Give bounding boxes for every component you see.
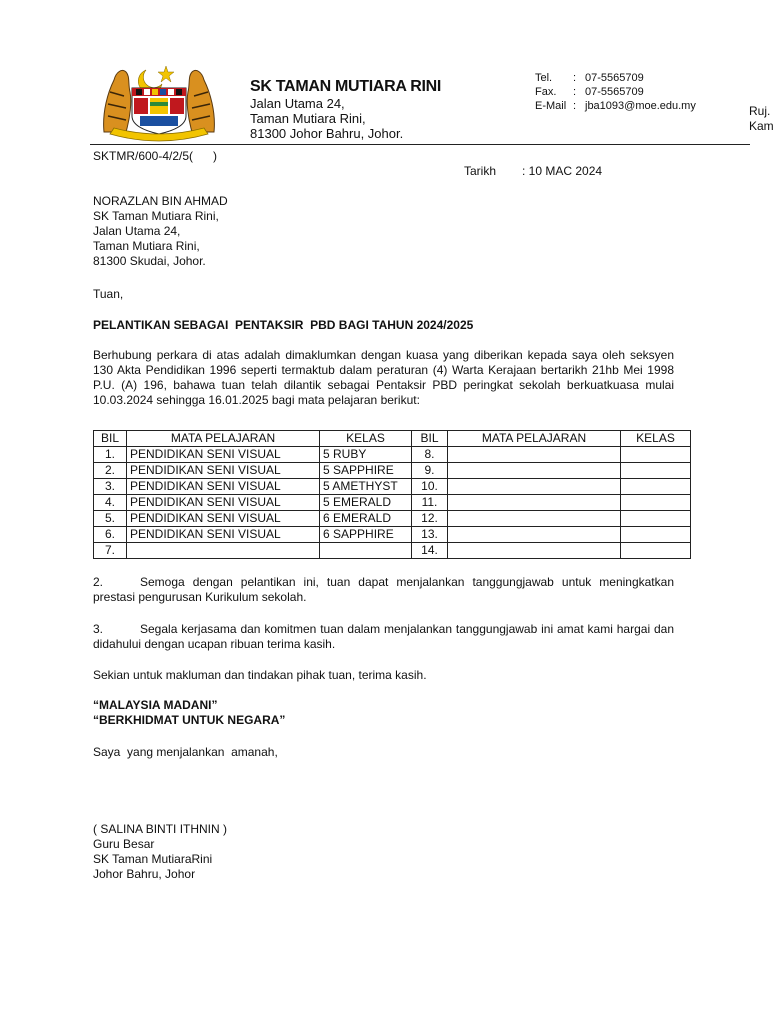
recipient-line: 81300 Skudai, Johor. <box>93 254 206 268</box>
contact-separator: : <box>573 72 577 84</box>
date-value: : 10 MAC 2024 <box>522 164 603 178</box>
school-address <box>250 96 403 141</box>
column-header: KELAS <box>320 431 412 447</box>
table-row <box>94 543 691 559</box>
paragraph-text: Semoga dengan pelantikan ini, tuan dapat menjalankan tanggungjawab untuk meningkatkan prestasi pengurusan Kurikulum sekolah. <box>93 575 674 604</box>
table-cell <box>621 495 691 511</box>
malaysia-coat-of-arms-icon <box>100 62 218 144</box>
table-cell: PENDIDIKAN SENI VISUAL <box>127 479 320 495</box>
table-cell: 9. <box>412 463 448 479</box>
trust-line: Saya yang menjalankan amanah, <box>93 745 278 759</box>
signature-block <box>93 822 227 882</box>
table-cell: 14. <box>412 543 448 559</box>
contact-label: Tel. <box>535 72 553 84</box>
contact-label: Fax. <box>535 86 557 98</box>
signatory-school: SK Taman MutiaraRini <box>93 852 213 866</box>
table-cell <box>448 495 621 511</box>
contact-info <box>535 71 696 113</box>
table-cell <box>127 543 320 559</box>
contact-row-fax <box>535 85 696 99</box>
table-row <box>94 511 691 527</box>
closing-line: Sekian untuk makluman dan tindakan pihak tuan, terima kasih. <box>93 668 427 682</box>
address-line: 81300 Johor Bahru, Johor. <box>250 126 404 141</box>
table-row <box>94 527 691 543</box>
table-cell: 3. <box>94 479 127 495</box>
table-cell: 6 SAPPHIRE <box>320 527 412 543</box>
salutation: Tuan, <box>93 287 124 301</box>
table-cell: 6. <box>94 527 127 543</box>
table-cell: 12. <box>412 511 448 527</box>
table-row <box>94 479 691 495</box>
column-header: MATA PELAJARAN <box>127 431 320 447</box>
contact-row-email <box>535 99 696 113</box>
address-line: Taman Mutiara Rini, <box>250 111 366 126</box>
table-cell: 5 SAPPHIRE <box>320 463 412 479</box>
table-cell: PENDIDIKAN SENI VISUAL <box>127 495 320 511</box>
subjects-table <box>93 430 691 559</box>
motto <box>93 698 285 728</box>
table-cell: 8. <box>412 447 448 463</box>
paragraph-number: 2. <box>93 575 104 589</box>
signatory-name: ( SALINA BINTI ITHNIN ) <box>93 822 228 836</box>
table-cell: 2. <box>94 463 127 479</box>
date-row <box>464 164 602 179</box>
contact-value: 07-5565709 <box>585 86 644 98</box>
column-header: BIL <box>94 431 127 447</box>
table-cell: PENDIDIKAN SENI VISUAL <box>127 447 320 463</box>
recipient-line: NORAZLAN BIN AHMAD <box>93 194 228 208</box>
table-cell <box>621 527 691 543</box>
recipient-address <box>93 194 228 269</box>
column-header: KELAS <box>621 431 691 447</box>
contact-separator: : <box>573 100 577 112</box>
table-cell <box>448 527 621 543</box>
table-row <box>94 495 691 511</box>
paragraph-1: Berhubung perkara di atas adalah dimaklumkan dengan kuasa yang diberikan kepada saya oleh seksyen 130 Akta Pendidikan 1996 seperti termaktub dalam peraturan (4) Warta Kerajaan bertarikh 21hb Mei 1998 P.U. (A) 196, bahawa tuan telah dilantik sebagai Pentaksir PBD peringkat sekolah berkuatkuasa mulai 10.03.2024 sehingga 16.01.2025 bagi mata pelajaran berikut: <box>93 348 674 407</box>
table-cell: 4. <box>94 495 127 511</box>
side-text-line: Ruj. <box>749 104 771 118</box>
cropped-side-text <box>749 104 774 134</box>
letter-subject: PELANTIKAN SEBAGAI PENTAKSIR PBD BAGI TAHUN 2024/2025 <box>93 318 474 332</box>
contact-separator: : <box>573 86 577 98</box>
table-cell: 5 EMERALD <box>320 495 412 511</box>
table-cell: 5 RUBY <box>320 447 412 463</box>
reference-number: SKTMR/600-4/2/5( ) <box>93 149 218 163</box>
signatory-location: Johor Bahru, Johor <box>93 867 196 881</box>
table-body <box>94 447 691 559</box>
contact-row-tel <box>535 71 696 85</box>
table-cell <box>448 447 621 463</box>
date-label: Tarikh <box>464 164 497 178</box>
table-cell <box>621 543 691 559</box>
table-cell: 7. <box>94 543 127 559</box>
recipient-line: Jalan Utama 24, <box>93 224 181 238</box>
table-cell: PENDIDIKAN SENI VISUAL <box>127 463 320 479</box>
table-cell: 13. <box>412 527 448 543</box>
table-cell: 6 EMERALD <box>320 511 412 527</box>
table-cell: 1. <box>94 447 127 463</box>
table-cell: PENDIDIKAN SENI VISUAL <box>127 527 320 543</box>
school-name: SK TAMAN MUTIARA RINI <box>250 78 442 95</box>
paragraph-text: Segala kerjasama dan komitmen tuan dalam menjalankan tanggungjawab ini amat kami hargai dan didahului dengan ucapan ribuan terima kasih. <box>93 622 674 651</box>
paragraph-2 <box>93 575 674 605</box>
side-text-line: Kam <box>749 119 774 133</box>
table-cell: 11. <box>412 495 448 511</box>
table-row <box>94 447 691 463</box>
column-header: BIL <box>412 431 448 447</box>
table-cell: 10. <box>412 479 448 495</box>
table-cell: 5. <box>94 511 127 527</box>
contact-label: E-Mail <box>535 100 567 112</box>
table-cell <box>621 511 691 527</box>
paragraph-3 <box>93 622 674 652</box>
table-cell: 5 AMETHYST <box>320 479 412 495</box>
motto-line: “BERKHIDMAT UNTUK NEGARA” <box>93 713 286 727</box>
table-row <box>94 463 691 479</box>
table-cell <box>621 479 691 495</box>
header-divider <box>90 144 750 145</box>
column-header: MATA PELAJARAN <box>448 431 621 447</box>
recipient-line: Taman Mutiara Rini, <box>93 239 200 253</box>
paragraph-number: 3. <box>93 622 104 636</box>
signatory-title: Guru Besar <box>93 837 155 851</box>
table-cell <box>320 543 412 559</box>
table-cell <box>621 463 691 479</box>
table-cell <box>448 479 621 495</box>
contact-value: jba1093@moe.edu.my <box>585 100 696 112</box>
contact-value: 07-5565709 <box>585 72 644 84</box>
table-cell <box>448 463 621 479</box>
table-header-row <box>94 431 691 447</box>
table-cell <box>448 511 621 527</box>
motto-line: “MALAYSIA MADANI” <box>93 698 218 712</box>
address-line: Jalan Utama 24, <box>250 96 345 111</box>
table-cell <box>448 543 621 559</box>
recipient-line: SK Taman Mutiara Rini, <box>93 209 219 223</box>
table-cell <box>621 447 691 463</box>
table-cell: PENDIDIKAN SENI VISUAL <box>127 511 320 527</box>
